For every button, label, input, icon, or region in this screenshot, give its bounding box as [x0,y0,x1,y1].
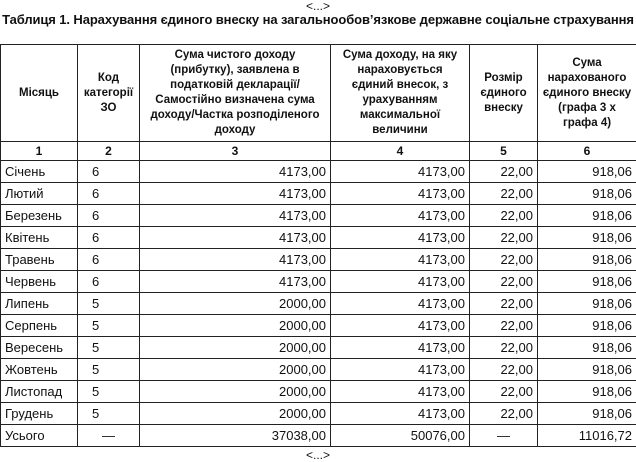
table-row [1,271,636,293]
cell-net-income: 2000,00 [140,359,331,381]
table-row [1,359,636,381]
table-row [1,161,636,183]
cell-net-income: 2000,00 [140,293,331,315]
cell-month: Вересень [1,337,78,359]
column-number: 4 [331,142,470,161]
cell-month: Квітень [1,227,78,249]
cell-rate: 22,00 [470,249,538,271]
total-row [1,425,636,447]
cell-net-income: 2000,00 [140,337,331,359]
cell-category-code: 5 [78,359,140,381]
table-row [1,249,636,271]
cell-rate: 22,00 [470,161,538,183]
cell-taxable-income: 4173,00 [331,249,470,271]
header-rate: Розмір єдиного внеску [470,45,538,142]
header-month: Місяць [1,45,78,142]
cell-contribution: 918,06 [538,293,636,315]
cell-contribution: 918,06 [538,161,636,183]
cell-net-income: 4173,00 [140,271,331,293]
ellipsis-bottom: <...> [305,448,331,462]
column-number-row [1,142,636,161]
cell-category-code: 5 [78,315,140,337]
cell-rate: 22,00 [470,183,538,205]
cell-taxable-income: 4173,00 [331,161,470,183]
cell-rate: 22,00 [470,293,538,315]
cell-net-income: 4173,00 [140,205,331,227]
cell-month: Березень [1,205,78,227]
cell-category-code: 5 [78,337,140,359]
cell-rate: 22,00 [470,337,538,359]
cell-category-code: 5 [78,403,140,425]
cell-contribution: 918,06 [538,205,636,227]
table-row [1,205,636,227]
cell-month: Серпень [1,315,78,337]
cell-taxable-income: 4173,00 [331,403,470,425]
cell-rate: 22,00 [470,359,538,381]
cell-taxable-income: 4173,00 [331,381,470,403]
cell-net-income: 4173,00 [140,227,331,249]
cell-net-income: 2000,00 [140,403,331,425]
total-cell-rate: — [470,425,538,447]
cell-month: Червень [1,271,78,293]
cell-contribution: 918,06 [538,359,636,381]
column-number: 5 [470,142,538,161]
cell-category-code: 5 [78,293,140,315]
header-net-income: Сума чистого доходу (прибутку), заявлена в податковій декларації/ Самостійно визначена сума доходу/Частка розподіленого доходу [140,45,331,142]
cell-category-code: 6 [78,161,140,183]
cell-contribution: 918,06 [538,315,636,337]
cell-contribution: 918,06 [538,403,636,425]
column-number: 1 [1,142,78,161]
cell-contribution: 918,06 [538,227,636,249]
total-cell-contribution: 11016,72 [538,425,636,447]
total-cell-net-income: 37038,00 [140,425,331,447]
cell-category-code: 6 [78,227,140,249]
cell-taxable-income: 4173,00 [331,271,470,293]
cell-taxable-income: 4173,00 [331,315,470,337]
table-title: Таблиця 1. Нарахування єдиного внеску на загальнообов’язкове державне соціальне страхування [2,12,634,27]
cell-category-code: 6 [78,205,140,227]
total-cell-category-code: — [78,425,140,447]
cell-contribution: 918,06 [538,337,636,359]
cell-taxable-income: 4173,00 [331,337,470,359]
total-cell-month: Усього [1,425,78,447]
cell-contribution: 918,06 [538,381,636,403]
cell-month: Травень [1,249,78,271]
cell-rate: 22,00 [470,227,538,249]
cell-taxable-income: 4173,00 [331,227,470,249]
cell-month: Жовтень [1,359,78,381]
header-row [1,45,636,142]
total-cell-taxable-income: 50076,00 [331,425,470,447]
cell-contribution: 918,06 [538,183,636,205]
cell-month: Грудень [1,403,78,425]
column-number: 2 [78,142,140,161]
cell-month: Листопад [1,381,78,403]
table-row [1,403,636,425]
cell-net-income: 4173,00 [140,161,331,183]
cell-rate: 22,00 [470,315,538,337]
table-body [1,161,636,447]
cell-category-code: 5 [78,381,140,403]
table-row [1,227,636,249]
cell-month: Лютий [1,183,78,205]
cell-month: Січень [1,161,78,183]
header-category-code: Код категорії ЗО [78,45,140,142]
cell-rate: 22,00 [470,205,538,227]
cell-taxable-income: 4173,00 [331,205,470,227]
column-number: 3 [140,142,331,161]
table-row [1,337,636,359]
cell-rate: 22,00 [470,271,538,293]
cell-taxable-income: 4173,00 [331,293,470,315]
cell-category-code: 6 [78,183,140,205]
table-row [1,293,636,315]
table-row [1,315,636,337]
cell-contribution: 918,06 [538,249,636,271]
table-row [1,381,636,403]
header-contribution-sum: Сума нарахованого єдиного внеску (графа 3 х графа 4) [538,45,636,142]
header-taxable-income: Сума доходу, на яку нараховується єдиний внесок, з урахуванням максимальної величини [331,45,470,142]
cell-net-income: 4173,00 [140,183,331,205]
cell-category-code: 6 [78,271,140,293]
cell-taxable-income: 4173,00 [331,359,470,381]
cell-rate: 22,00 [470,381,538,403]
cell-net-income: 2000,00 [140,315,331,337]
cell-contribution: 918,06 [538,271,636,293]
table-row [1,183,636,205]
cell-category-code: 6 [78,249,140,271]
cell-month: Липень [1,293,78,315]
cell-net-income: 2000,00 [140,381,331,403]
ellipsis-top: <...> [305,0,331,13]
contribution-table [0,44,636,447]
cell-rate: 22,00 [470,403,538,425]
column-number: 6 [538,142,636,161]
cell-taxable-income: 4173,00 [331,183,470,205]
cell-net-income: 4173,00 [140,249,331,271]
